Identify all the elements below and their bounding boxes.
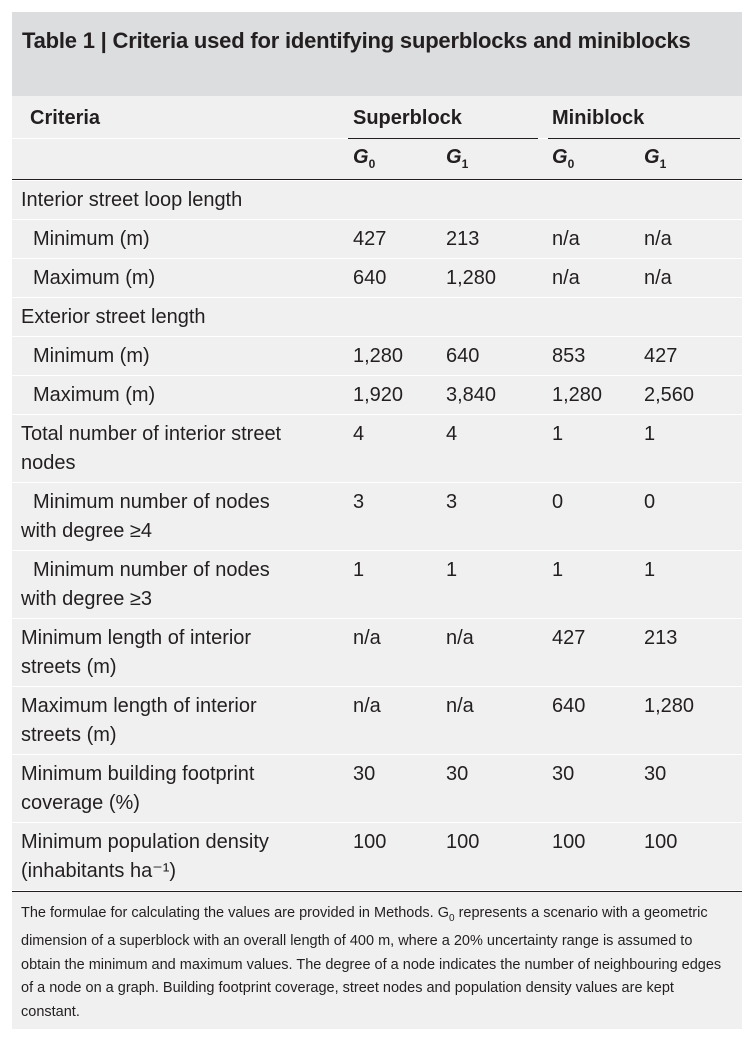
row-value: n/a bbox=[552, 267, 580, 289]
subheader-row bbox=[12, 139, 742, 181]
row-value: 100 bbox=[353, 831, 387, 853]
row-value: n/a bbox=[353, 627, 381, 649]
row-value: 640 bbox=[446, 345, 480, 367]
row-label: Maximum length of interior streets (m) bbox=[21, 695, 257, 746]
row-value: 853 bbox=[552, 345, 586, 367]
row-value: 1 bbox=[644, 559, 656, 581]
criteria-table bbox=[12, 12, 742, 1032]
table-row bbox=[12, 551, 742, 619]
row-label: Maximum (m) bbox=[33, 267, 156, 289]
row-value: 100 bbox=[644, 831, 678, 853]
row-value: 1,280 bbox=[644, 695, 695, 717]
row-value: 1 bbox=[552, 423, 564, 445]
table-row bbox=[12, 415, 742, 483]
row-value: n/a bbox=[552, 228, 580, 250]
table-body bbox=[12, 181, 742, 891]
row-value: 640 bbox=[353, 267, 387, 289]
table-grid bbox=[12, 96, 742, 891]
row-value: 30 bbox=[446, 763, 469, 785]
row-value: 4 bbox=[353, 423, 365, 445]
header-super-g0: $G_0$ bbox=[353, 146, 376, 171]
table-row bbox=[12, 220, 742, 259]
header-miniblock: Miniblock bbox=[552, 107, 645, 129]
row-value: 1 bbox=[644, 423, 656, 445]
table-row bbox=[12, 259, 742, 298]
table-title-bar bbox=[12, 12, 742, 96]
row-value: 100 bbox=[446, 831, 480, 853]
table-row bbox=[12, 823, 742, 891]
row-value: 2,560 bbox=[644, 384, 695, 406]
row-label: Interior street loop length bbox=[21, 189, 243, 211]
row-label: Minimum length of interior streets (m) bbox=[21, 627, 252, 678]
row-value: n/a bbox=[644, 228, 672, 250]
table-row bbox=[12, 483, 742, 551]
row-label: Maximum (m) bbox=[33, 384, 156, 406]
table-footnote: The formulae for calculating the values are provided in Methods. $G_0$ represents a scenario with a geometric dimension of a superblock with an overall length of 400 m, where a 20% uncertainty range is assumed to obtain the minimum and maximum values. The degree of a node indicates the number of neighbouring edges of a node on a graph. Building footprint coverage, street nodes and population density values are kept constant. bbox=[12, 892, 742, 1029]
row-label: Minimum (m) bbox=[33, 345, 150, 367]
row-value: 4 bbox=[446, 423, 458, 445]
table-row bbox=[12, 298, 742, 337]
row-value: 30 bbox=[644, 763, 667, 785]
row-value: n/a bbox=[446, 627, 474, 649]
row-value: 30 bbox=[552, 763, 575, 785]
row-value: 1,280 bbox=[552, 384, 603, 406]
row-value: 1,280 bbox=[353, 345, 404, 367]
row-label: Exterior street length bbox=[21, 306, 206, 328]
row-label: Minimum number of nodes with degree ≥4 bbox=[21, 491, 270, 542]
row-value: 100 bbox=[552, 831, 586, 853]
header-super-g1: $G_1$ bbox=[446, 146, 469, 171]
row-value: 3 bbox=[353, 491, 365, 513]
row-value: 640 bbox=[552, 695, 586, 717]
row-value: 0 bbox=[644, 491, 656, 513]
header-bottom-rule bbox=[12, 179, 742, 180]
row-value: 1 bbox=[552, 559, 564, 581]
table-row bbox=[12, 337, 742, 376]
row-value: 30 bbox=[353, 763, 376, 785]
table-title: Table 1 | Criteria used for identifying superblocks and miniblocks bbox=[22, 28, 691, 53]
table-row bbox=[12, 376, 742, 415]
row-label: Minimum number of nodes with degree ≥3 bbox=[21, 559, 270, 610]
table-row bbox=[12, 181, 742, 220]
header-criteria: Criteria bbox=[30, 107, 101, 129]
row-value: 3,840 bbox=[446, 384, 497, 406]
row-value: 427 bbox=[353, 228, 387, 250]
row-value: n/a bbox=[644, 267, 672, 289]
row-value: 0 bbox=[552, 491, 564, 513]
row-value: n/a bbox=[446, 695, 474, 717]
table-row bbox=[12, 619, 742, 687]
table-row bbox=[12, 687, 742, 755]
header-mini-g1: $G_1$ bbox=[644, 146, 667, 171]
row-value: 1 bbox=[446, 559, 458, 581]
row-value: 427 bbox=[552, 627, 586, 649]
row-value: 213 bbox=[446, 228, 480, 250]
row-label: Minimum building footprint coverage (%) bbox=[21, 763, 255, 814]
row-label: Minimum population density (inhabitants ha⁻¹) bbox=[21, 831, 269, 882]
row-value: 427 bbox=[644, 345, 678, 367]
header-superblock: Superblock bbox=[353, 107, 462, 129]
row-value: 3 bbox=[446, 491, 458, 513]
header-mini-g0: $G_0$ bbox=[552, 146, 575, 171]
table-row bbox=[12, 755, 742, 823]
row-value: 1,920 bbox=[353, 384, 404, 406]
row-label: Minimum (m) bbox=[33, 228, 150, 250]
row-value: 213 bbox=[644, 627, 678, 649]
header-row bbox=[12, 96, 742, 139]
row-value: 1,280 bbox=[446, 267, 497, 289]
row-label: Total number of interior street nodes bbox=[21, 423, 282, 474]
row-value: n/a bbox=[353, 695, 381, 717]
row-value: 1 bbox=[353, 559, 365, 581]
